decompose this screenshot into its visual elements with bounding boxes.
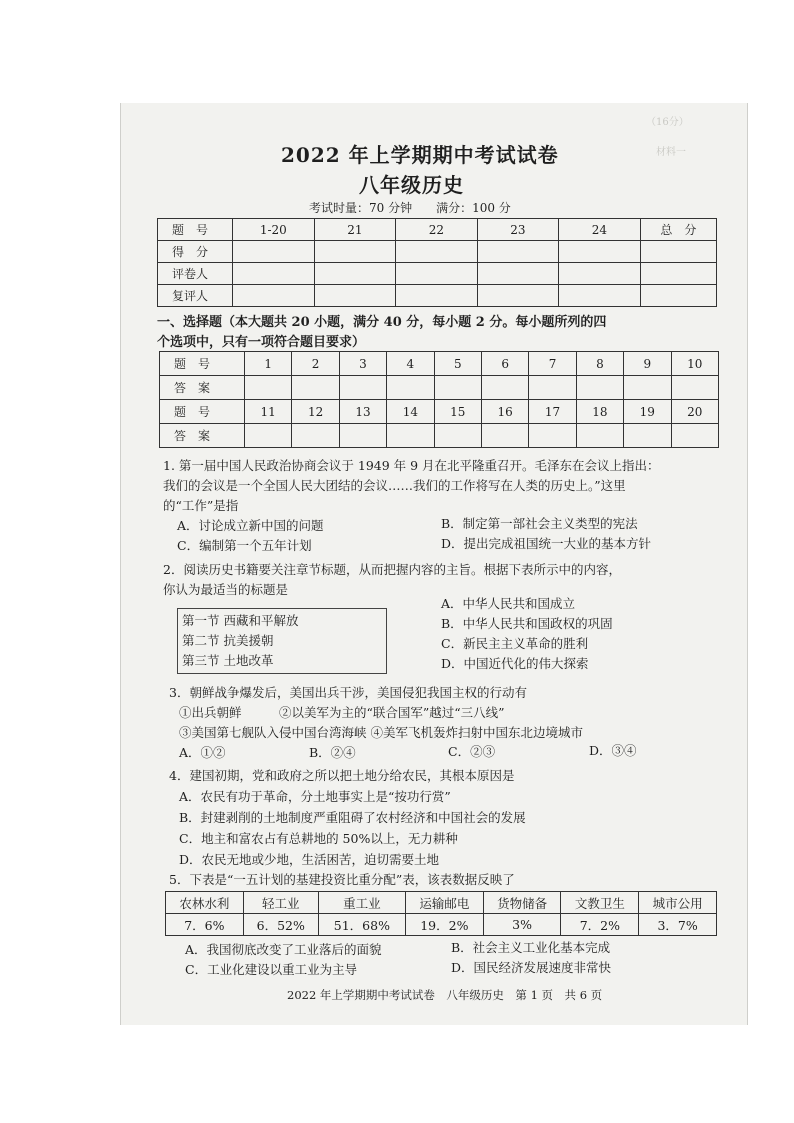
- q5-table-value: 3%: [483, 914, 561, 936]
- q4-option-d[interactable]: D．农民无地或少地，生活困苦，迫切需要土地: [179, 852, 440, 867]
- q5-table-header: 农林水利: [166, 892, 244, 914]
- answer-cell[interactable]: [434, 424, 481, 448]
- answer-cell[interactable]: [481, 376, 528, 400]
- q3-option-c[interactable]: C．②③: [448, 744, 496, 759]
- score-cell[interactable]: [396, 241, 478, 263]
- q3-stem-line3: ③美国第七舰队入侵中国台湾海峡 ④美军飞机轰炸扫射中国东北边境城市: [179, 725, 583, 740]
- answer-cell[interactable]: [245, 376, 292, 400]
- q1-stem-line3: 的“工作”是指: [163, 498, 239, 513]
- q5-option-d[interactable]: D．国民经济发展速度非常快: [451, 960, 612, 975]
- score-col-header: 22: [396, 219, 478, 241]
- q1-stem-line1: 1. 第一届中国人民政治协商会议于 1949 年 9 月在北平隆重召开。毛泽东在会议上指出：: [163, 458, 660, 473]
- exam-title: 2022 年上学期期中考试试卷: [281, 143, 559, 167]
- q2-option-b[interactable]: B．中华人民共和国政权的巩固: [441, 616, 613, 631]
- q3-option-d[interactable]: D．③④: [589, 743, 637, 758]
- answer-grid-qnum: 13: [339, 400, 386, 424]
- answer-grid-a-label: 答 案: [160, 424, 245, 448]
- bleed-through-text: （16分）: [646, 117, 689, 128]
- q5-table-header: 运输邮电: [405, 892, 483, 914]
- score-col-header: 总 分: [640, 219, 716, 241]
- score-cell[interactable]: [640, 241, 716, 263]
- answer-cell[interactable]: [339, 424, 386, 448]
- answer-cell[interactable]: [529, 376, 576, 400]
- q1-option-b[interactable]: B．制定第一部社会主义类型的宪法: [441, 516, 638, 531]
- answer-cell[interactable]: [481, 424, 528, 448]
- bleed-through-text: 材料一: [656, 147, 686, 158]
- q5-option-b[interactable]: B．社会主义工业化基本完成: [451, 940, 611, 955]
- q5-stem-line1: 5．下表是“一五计划的基建投资比重分配”表，该表数据反映了: [169, 872, 515, 887]
- score-cell[interactable]: [233, 241, 315, 263]
- q5-option-a[interactable]: A．我国彻底改变了工业落后的面貌: [185, 942, 382, 957]
- q4-stem-line1: 4．建国初期，党和政府之所以把土地分给农民，其根本原因是: [169, 768, 515, 783]
- answer-grid-qnum: 4: [387, 352, 434, 376]
- answer-grid-qnum: 20: [671, 400, 718, 424]
- answer-cell[interactable]: [292, 424, 339, 448]
- score-cell[interactable]: [477, 241, 559, 263]
- score-cell[interactable]: [640, 285, 716, 307]
- score-col-header: 24: [559, 219, 641, 241]
- answer-grid: [159, 351, 719, 448]
- q5-table-header: 货物储备: [483, 892, 561, 914]
- answer-cell[interactable]: [576, 376, 623, 400]
- q3-stem-line1: 3．朝鲜战争爆发后，美国出兵干涉，美国侵犯我国主权的行动有: [169, 685, 527, 700]
- answer-grid-qnum: 9: [624, 352, 671, 376]
- page-footer: 2022 年上学期期中考试试卷 八年级历史 第 1 页 共 6 页: [287, 988, 603, 1002]
- score-col-header: 1-20: [233, 219, 315, 241]
- score-table: [157, 218, 717, 307]
- q4-option-b[interactable]: B．封建剥削的土地制度严重阻碍了农村经济和中国社会的发展: [179, 810, 526, 825]
- answer-grid-qnum: 3: [339, 352, 386, 376]
- answer-grid-qnum: 12: [292, 400, 339, 424]
- section1-heading: 一、选择题（本大题共 20 小题，满分 40 分，每小题 2 分。每小题所列的四: [157, 315, 607, 330]
- exam-info: 考试时量：70 分钟 满分：100 分: [309, 201, 511, 215]
- q3-option-b[interactable]: B．②④: [309, 745, 356, 760]
- score-row-label: 评卷人: [158, 263, 233, 285]
- score-cell[interactable]: [477, 285, 559, 307]
- answer-grid-qnum: 6: [481, 352, 528, 376]
- score-cell[interactable]: [396, 285, 478, 307]
- answer-cell[interactable]: [624, 424, 671, 448]
- score-cell[interactable]: [233, 285, 315, 307]
- score-col-header: 题 号: [158, 219, 233, 241]
- answer-grid-qnum: 18: [576, 400, 623, 424]
- answer-grid-qnum: 1: [245, 352, 292, 376]
- answer-grid-qnum: 2: [292, 352, 339, 376]
- score-cell[interactable]: [314, 263, 396, 285]
- q5-table-header: 文教卫生: [561, 892, 639, 914]
- score-cell[interactable]: [477, 263, 559, 285]
- q1-option-d[interactable]: D．提出完成祖国统一大业的基本方针: [441, 536, 652, 551]
- answer-grid-a-label: 答 案: [160, 376, 245, 400]
- q4-option-a[interactable]: A．农民有功于革命，分土地事实上是“按功行赏”: [179, 789, 451, 804]
- q2-chapter-item: 第三节 土地改革: [182, 653, 274, 668]
- answer-grid-qnum: 19: [624, 400, 671, 424]
- q4-option-c[interactable]: C．地主和富农占有总耕地的 50%以上，无力耕种: [179, 831, 458, 846]
- answer-grid-qnum: 15: [434, 400, 481, 424]
- answer-grid-qnum: 5: [434, 352, 481, 376]
- answer-cell[interactable]: [529, 424, 576, 448]
- exam-subject: 八年级历史: [359, 173, 464, 197]
- score-cell[interactable]: [640, 263, 716, 285]
- q5-table-value: 6．52%: [243, 914, 318, 936]
- exam-paper: [120, 103, 748, 1025]
- section1-heading-cont: 个选项中，只有一项符合题目要求）: [157, 335, 366, 350]
- q3-option-a[interactable]: A．①②: [179, 745, 226, 760]
- answer-grid-qnum: 7: [529, 352, 576, 376]
- score-col-header: 21: [314, 219, 396, 241]
- answer-grid-qnum: 16: [481, 400, 528, 424]
- score-cell[interactable]: [559, 263, 641, 285]
- q2-option-a[interactable]: A．中华人民共和国成立: [441, 596, 576, 611]
- answer-cell[interactable]: [576, 424, 623, 448]
- q1-option-c[interactable]: C．编制第一个五年计划: [177, 538, 312, 553]
- answer-cell[interactable]: [671, 376, 718, 400]
- answer-grid-qnum: 11: [245, 400, 292, 424]
- q2-option-c[interactable]: C．新民主主义革命的胜利: [441, 636, 589, 651]
- answer-grid-qnum: 14: [387, 400, 434, 424]
- q5-table-header: 城市公用: [639, 892, 717, 914]
- answer-grid-qnum: 17: [529, 400, 576, 424]
- score-row-label: 复评人: [158, 285, 233, 307]
- q2-chapter-item: 第二节 抗美援朝: [182, 633, 274, 648]
- q5-table-value: 19．2%: [405, 914, 483, 936]
- q3-stem-line2: ①出兵朝鲜 ②以美军为主的“联合国军”越过“三八线”: [179, 705, 505, 720]
- q2-stem-line1: 2．阅读历史书籍要关注章节标题，从而把握内容的主旨。根据下表所示中的内容，: [163, 562, 621, 577]
- answer-grid-q-label: 题 号: [160, 352, 245, 376]
- q5-table-value: 51．68%: [318, 914, 405, 936]
- answer-grid-q-label: 题 号: [160, 400, 245, 424]
- score-cell[interactable]: [314, 241, 396, 263]
- q5-option-c[interactable]: C．工业化建设以重工业为主导: [185, 962, 358, 977]
- score-cell[interactable]: [314, 285, 396, 307]
- q5-table-value: 7．2%: [561, 914, 639, 936]
- answer-cell[interactable]: [387, 376, 434, 400]
- score-cell[interactable]: [396, 263, 478, 285]
- q2-stem-line2: 你认为最适当的标题是: [163, 582, 289, 597]
- score-col-header: 23: [477, 219, 559, 241]
- q5-table-header: 轻工业: [243, 892, 318, 914]
- q5-table-header: 重工业: [318, 892, 405, 914]
- q2-chapter-box: [177, 608, 387, 674]
- score-cell[interactable]: [559, 285, 641, 307]
- answer-cell[interactable]: [339, 376, 386, 400]
- q5-investment-table: [165, 891, 717, 936]
- answer-cell[interactable]: [245, 424, 292, 448]
- score-cell[interactable]: [559, 241, 641, 263]
- q2-chapter-item: 第一节 西藏和平解放: [182, 613, 299, 628]
- score-row-label: 得 分: [158, 241, 233, 263]
- answer-grid-qnum: 10: [671, 352, 718, 376]
- answer-grid-qnum: 8: [576, 352, 623, 376]
- q1-option-a[interactable]: A．讨论成立新中国的问题: [177, 518, 324, 533]
- answer-cell[interactable]: [434, 376, 481, 400]
- answer-cell[interactable]: [292, 376, 339, 400]
- answer-cell[interactable]: [387, 424, 434, 448]
- q1-stem-line2: 我们的会议是一个全国人民大团结的会议……我们的工作将写在人类的历史上。”这里: [163, 478, 626, 493]
- score-cell[interactable]: [233, 263, 315, 285]
- q2-option-d[interactable]: D．中国近代化的伟大探索: [441, 656, 589, 671]
- answer-cell[interactable]: [671, 424, 718, 448]
- q5-table-value: 3．7%: [639, 914, 717, 936]
- answer-cell[interactable]: [624, 376, 671, 400]
- q5-table-value: 7．6%: [166, 914, 244, 936]
